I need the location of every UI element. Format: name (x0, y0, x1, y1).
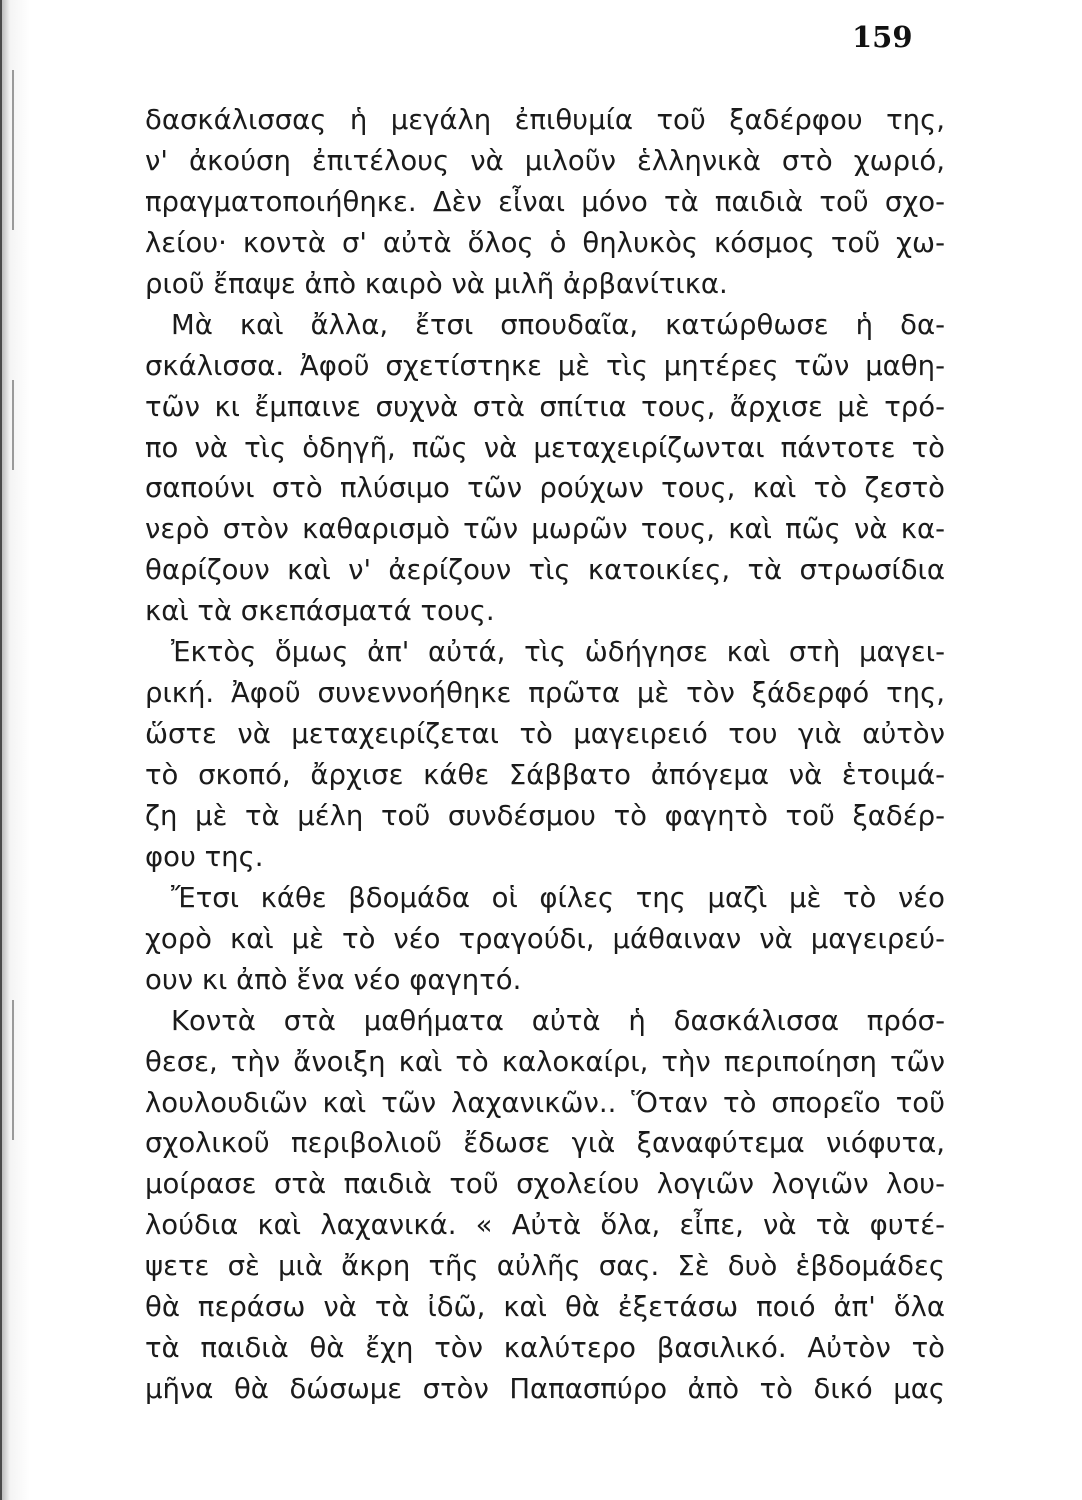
text-line: ουν κι ἀπὸ ἕνα νέο φαγητό. (145, 963, 522, 996)
text-line: ριοῦ ἔπαψε ἀπὸ καιρὸ νὰ μιλῆ ἀρβανίτικα. (145, 267, 728, 300)
text-line: ζη μὲ τὰ μέλη τοῦ συνδέσμου τὸ φαγητὸ τοῦ ξαδέρ- (145, 799, 945, 832)
text-line: μῆνα θὰ δώσωμε στὸν Παπασπύρο ἀπὸ τὸ δικό μας (145, 1373, 945, 1406)
text-line: λουλουδιῶν καὶ τῶν λαχανικῶν.. Ὅταν τὸ σπορεῖο τοῦ (145, 1086, 945, 1119)
text-line: θὰ περάσω νὰ τὰ ἰδῶ, καὶ θὰ ἐξετάσω ποιό ἀπ' ὅλα (145, 1291, 945, 1324)
text-line: τῶν κι ἔμπαινε συχνὰ στὰ σπίτια τους, ἄρχισε μὲ τρό- (145, 390, 945, 423)
paragraph-start: Ἔτσι κάθε βδομάδα οἱ φίλες της μαζὶ μὲ τὸ νέο (171, 881, 945, 914)
page-number: 159 (852, 20, 913, 54)
text-line: ν' ἀκούση ἐπιτέλους νὰ μιλοῦν ἑλληνικὰ στὸ χωριό, (145, 144, 945, 177)
text-line: τὰ παιδιὰ θὰ ἔχη τὸν καλύτερο βασιλικό. Αὐτὸν τὸ (145, 1332, 945, 1365)
text-line: τὸ σκοπό, ἄρχισε κάθε Σάββατο ἀπόγεμα νὰ ἑτοιμά- (145, 759, 945, 791)
paragraph-start: Ἐκτὸς ὅμως ἀπ' αὐτά, τὶς ὡδήγησε καὶ στὴ μαγει- (171, 636, 945, 669)
text-line: δασκάλισσας ἡ μεγάλη ἐπιθυμία τοῦ ξαδέρφου της, (145, 104, 945, 136)
paragraph-start: Μὰ καὶ ἄλλα, ἔτσι σπουδαῖα, κατώρθωσε ἡ δα- (171, 308, 945, 341)
text-line: χορὸ καὶ μὲ τὸ νέο τραγούδι, μάθαιναν νὰ μαγειρεύ- (145, 922, 945, 955)
text-line: λούδια καὶ λαχανικά. « Αὐτὰ ὅλα, εἶπε, νὰ τὰ φυτέ- (145, 1209, 945, 1242)
text-line: πο νὰ τὶς ὁδηγῆ, πῶς νὰ μεταχειρίζωνται πάντοτε τὸ (145, 431, 945, 464)
spine-mark (12, 1000, 14, 1140)
spine-mark (12, 380, 14, 470)
text-line: πραγματοποιήθηκε. Δὲν εἶναι μόνο τὰ παιδιὰ τοῦ σχο- (145, 185, 945, 218)
text-line: σκάλισσα. Ἀφοῦ σχετίστηκε μὲ τὶς μητέρες τῶν μαθη- (145, 349, 945, 382)
book-spine-shadow (0, 0, 30, 1500)
text-line: ὥστε νὰ μεταχειρίζεται τὸ μαγειρειό του γιὰ αὐτὸν (145, 718, 945, 751)
text-line: λείου· κοντὰ σ' αὐτὰ ὅλος ὁ θηλυκὸς κόσμος τοῦ χω- (145, 226, 945, 259)
body-text (145, 100, 945, 1410)
text-line: σαπούνι στὸ πλύσιμο τῶν ρούχων τους, καὶ τὸ ζεστὸ (145, 472, 945, 505)
text-line: ρική. Ἀφοῦ συνεννοήθηκε πρῶτα μὲ τὸν ξάδερφό της, (145, 677, 945, 710)
text-line: νερὸ στὸν καθαρισμὸ τῶν μωρῶν τους, καὶ πῶς νὰ κα- (145, 513, 945, 546)
text-line: ψετε σὲ μιὰ ἄκρη τῆς αὐλῆς σας. Σὲ δυὸ ἑβδομάδες (145, 1250, 945, 1283)
paragraph-start: Κοντὰ στὰ μαθήματα αὐτὰ ἡ δασκάλισσα πρόσ- (171, 1004, 945, 1037)
spine-mark (12, 70, 14, 230)
text-line: καὶ τὰ σκεπάσματά τους. (145, 595, 495, 628)
text-line: φου της. (145, 840, 264, 873)
text-line: θεσε, τὴν ἄνοιξη καὶ τὸ καλοκαίρι, τὴν περιποίηση τῶν (145, 1045, 945, 1078)
text-line: θαρίζουν καὶ ν' ἀερίζουν τὶς κατοικίες, τὰ στρωσίδια (145, 554, 945, 587)
text-line: μοίρασε στὰ παιδιὰ τοῦ σχολείου λογιῶν λογιῶν λου- (145, 1168, 945, 1201)
text-line: σχολικοῦ περιβολιοῦ ἔδωσε γιὰ ξαναφύτεμα νιόφυτα, (145, 1127, 945, 1160)
